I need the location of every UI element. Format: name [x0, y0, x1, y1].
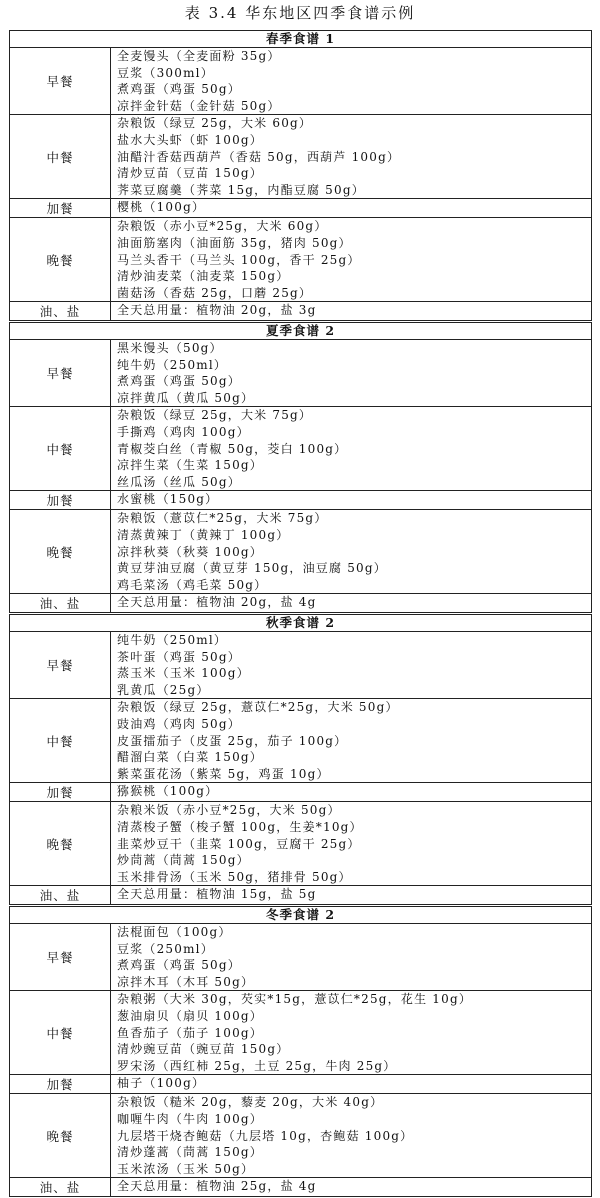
dish-item: 杂粮粥（大米 30g，芡实*15g，薏苡仁*25g，花生 10g） [117, 992, 473, 1007]
dish-item: 杂粮饭（赤小豆*25g，大米 60g） [117, 219, 328, 234]
meal-row [10, 340, 591, 407]
meal-row [10, 302, 591, 320]
dish-item: 法棍面包（100g） [117, 925, 232, 939]
dish-item: 柚子（100g） [117, 1076, 206, 1091]
dish-item: 玉米浓汤（玉米 50g） [117, 1161, 255, 1176]
meal-label: 油、盐 [10, 594, 111, 612]
season-table-summer [9, 322, 592, 613]
dish-item: 杂粮饭（糙米 20g，藜麦 20g，大米 40g） [117, 1095, 384, 1110]
meal-row [10, 510, 591, 594]
dish-list [111, 632, 591, 698]
dish-item: 九层塔干烧杏鲍菇（九层塔 10g，杏鲍菇 100g） [117, 1128, 414, 1143]
dish-item: 菌菇汤（香菇 25g，口蘑 25g） [117, 285, 313, 300]
meal-row [10, 218, 591, 302]
meal-row [10, 699, 591, 783]
dish-list [111, 218, 591, 301]
dish-list [111, 991, 591, 1074]
meal-row [10, 594, 591, 612]
dish-item: 盐水大头虾（虾 100g） [117, 132, 264, 147]
dish-item: 凉拌黄瓜（黄瓜 50g） [117, 390, 255, 405]
dish-item: 杂粮饭（绿豆 25g，大米 75g） [117, 408, 313, 423]
meal-label: 加餐 [10, 783, 111, 801]
dish-item: 纯牛奶（250ml） [117, 357, 228, 372]
dish-item: 杂粮饭（薏苡仁*25g，大米 75g） [117, 511, 328, 526]
meal-label: 中餐 [10, 991, 111, 1074]
meal-label: 油、盐 [10, 302, 111, 320]
dish-item: 油面筋塞肉（油面筋 35g，猪肉 50g） [117, 235, 352, 250]
season-table-autumn [9, 614, 592, 905]
dish-item: 凉拌金针菇（金针菇 50g） [117, 98, 281, 113]
dish-item: 凉拌木耳（木耳 50g） [117, 974, 255, 989]
dish-item: 煮鸡蛋（鸡蛋 50g） [117, 958, 241, 973]
meal-label: 中餐 [10, 699, 111, 782]
dish-item: 蒸玉米（玉米 100g） [117, 666, 250, 681]
dish-item: 杂粮饭（绿豆 25g，大米 60g） [117, 116, 313, 131]
dish-item: 清炒蓬蒿（茼蒿 150g） [117, 1145, 264, 1160]
dish-item: 黄豆芽油豆腐（黄豆芽 150g，油豆腐 50g） [117, 561, 387, 576]
dish-item: 清炒油麦菜（油麦菜 150g） [117, 269, 290, 284]
dish-item: 杂粮米饭（赤小豆*25g，大米 50g） [117, 803, 341, 818]
meal-label: 加餐 [10, 1075, 111, 1093]
meal-row [10, 48, 591, 115]
meal-row [10, 115, 591, 199]
dish-list [111, 302, 591, 320]
dish-list [111, 407, 591, 490]
meal-label: 早餐 [10, 48, 111, 114]
meal-label: 中餐 [10, 407, 111, 490]
dish-item: 玉米排骨汤（玉米 50g，猪排骨 50g） [117, 869, 352, 884]
dish-item: 水蜜桃（150g） [117, 492, 219, 507]
dish-list [111, 924, 591, 990]
meal-row [10, 407, 591, 491]
meal-row [10, 199, 591, 218]
dish-item: 清蒸梭子蟹（梭子蟹 100g，生姜*10g） [117, 819, 363, 834]
dish-item: 手撕鸡（鸡肉 100g） [117, 424, 250, 439]
dish-list [111, 802, 591, 885]
dish-item: 全天总用量：植物油 20g，盐 3g [117, 303, 317, 318]
table-title: 表 3.4 华东地区四季食谱示例 [184, 4, 416, 22]
season-header: 春季食谱 1 [10, 31, 591, 48]
dish-item: 豆浆（250ml） [117, 941, 214, 956]
dish-item: 马兰头香干（马兰头 100g，香干 25g） [117, 252, 361, 267]
dish-item: 油醋汁香菇西葫芦（香菇 50g，西葫芦 100g） [117, 149, 401, 164]
dish-item: 荠菜豆腐羹（荠菜 15g，内酯豆腐 50g） [117, 182, 365, 197]
dish-item: 青椒茭白丝（青椒 50g，茭白 100g） [117, 441, 348, 456]
dish-item: 醋溜白菜（白菜 150g） [117, 750, 264, 765]
dish-item: 煮鸡蛋（鸡蛋 50g） [117, 82, 241, 97]
dish-item: 黑米馒头（50g） [117, 341, 223, 355]
dish-item: 丝瓜汤（丝瓜 50g） [117, 474, 241, 489]
dish-list [111, 1094, 591, 1177]
dish-item: 樱桃（100g） [117, 200, 206, 215]
season-header: 冬季食谱 2 [10, 907, 591, 924]
meal-label: 早餐 [10, 632, 111, 698]
dish-item: 凉拌秋葵（秋葵 100g） [117, 544, 264, 559]
dish-item: 煮鸡蛋（鸡蛋 50g） [117, 374, 241, 389]
dish-item: 全天总用量：植物油 15g，盐 5g [117, 887, 317, 902]
dish-item: 紫菜蛋花汤（紫菜 5g，鸡蛋 10g） [117, 766, 330, 781]
season-header: 夏季食谱 2 [10, 323, 591, 340]
dish-item: 杂粮饭（绿豆 25g，薏苡仁*25g，大米 50g） [117, 700, 399, 715]
dish-item: 炒茼蒿（茼蒿 150g） [117, 853, 250, 868]
dish-list [111, 510, 591, 593]
meal-label: 晚餐 [10, 802, 111, 885]
meal-row [10, 632, 591, 699]
dish-item: 清炒豆苗（豆苗 150g） [117, 166, 264, 181]
dish-item: 豉油鸡（鸡肉 50g） [117, 716, 241, 731]
dish-list [111, 48, 591, 114]
meal-label: 早餐 [10, 924, 111, 990]
meal-label: 早餐 [10, 340, 111, 406]
dish-list [111, 1075, 591, 1093]
dish-item: 罗宋汤（西红柿 25g，土豆 25g，牛肉 25g） [117, 1058, 397, 1073]
meal-row [10, 491, 591, 510]
dish-item: 鸡毛菜汤（鸡毛菜 50g） [117, 577, 268, 592]
dish-list [111, 199, 591, 217]
meal-label: 加餐 [10, 491, 111, 509]
dish-item: 清炒豌豆苗（豌豆苗 150g） [117, 1042, 290, 1057]
dish-list [111, 340, 591, 406]
meal-row [10, 991, 591, 1075]
meal-label: 油、盐 [10, 1178, 111, 1196]
meal-row [10, 886, 591, 904]
meal-label: 晚餐 [10, 1094, 111, 1177]
season-header: 秋季食谱 2 [10, 615, 591, 632]
meal-row [10, 1178, 591, 1196]
dish-item: 鱼香茄子（茄子 100g） [117, 1025, 264, 1040]
dish-item: 全天总用量：植物油 20g，盐 4g [117, 595, 317, 610]
dish-item: 皮蛋擂茄子（皮蛋 25g，茄子 100g） [117, 733, 348, 748]
dish-list [111, 594, 591, 612]
dish-list [111, 115, 591, 198]
dish-list [111, 699, 591, 782]
dish-list [111, 491, 591, 509]
meal-row [10, 783, 591, 802]
meal-label: 加餐 [10, 199, 111, 217]
dish-item: 猕猴桃（100g） [117, 784, 219, 799]
season-table-winter [9, 906, 592, 1197]
meal-row [10, 1094, 591, 1178]
dish-item: 韭菜炒豆干（韭菜 100g，豆腐干 25g） [117, 836, 361, 851]
dish-item: 清蒸黄辣丁（黄辣丁 100g） [117, 527, 290, 542]
dish-item: 乳黄瓜（25g） [117, 682, 210, 697]
season-table-spring [9, 30, 592, 321]
dish-item: 全天总用量：植物油 25g，盐 4g [117, 1179, 317, 1194]
dish-list [111, 783, 591, 801]
meal-label: 晚餐 [10, 218, 111, 301]
dish-item: 纯牛奶（250ml） [117, 633, 228, 647]
dish-list [111, 886, 591, 904]
dish-list [111, 1178, 591, 1196]
meal-row [10, 802, 591, 886]
meal-label: 油、盐 [10, 886, 111, 904]
meal-label: 中餐 [10, 115, 111, 198]
dish-item: 茶叶蛋（鸡蛋 50g） [117, 649, 241, 664]
dish-item: 全麦馒头（全麦面粉 35g） [117, 49, 281, 63]
meal-row [10, 924, 591, 991]
meal-label: 晚餐 [10, 510, 111, 593]
meal-row [10, 1075, 591, 1094]
dish-item: 凉拌生菜（生菜 150g） [117, 458, 264, 473]
dish-item: 豆浆（300ml） [117, 65, 214, 80]
dish-item: 葱油扇贝（扇贝 100g） [117, 1008, 264, 1023]
dish-item: 咖喱牛肉（牛肉 100g） [117, 1111, 264, 1126]
